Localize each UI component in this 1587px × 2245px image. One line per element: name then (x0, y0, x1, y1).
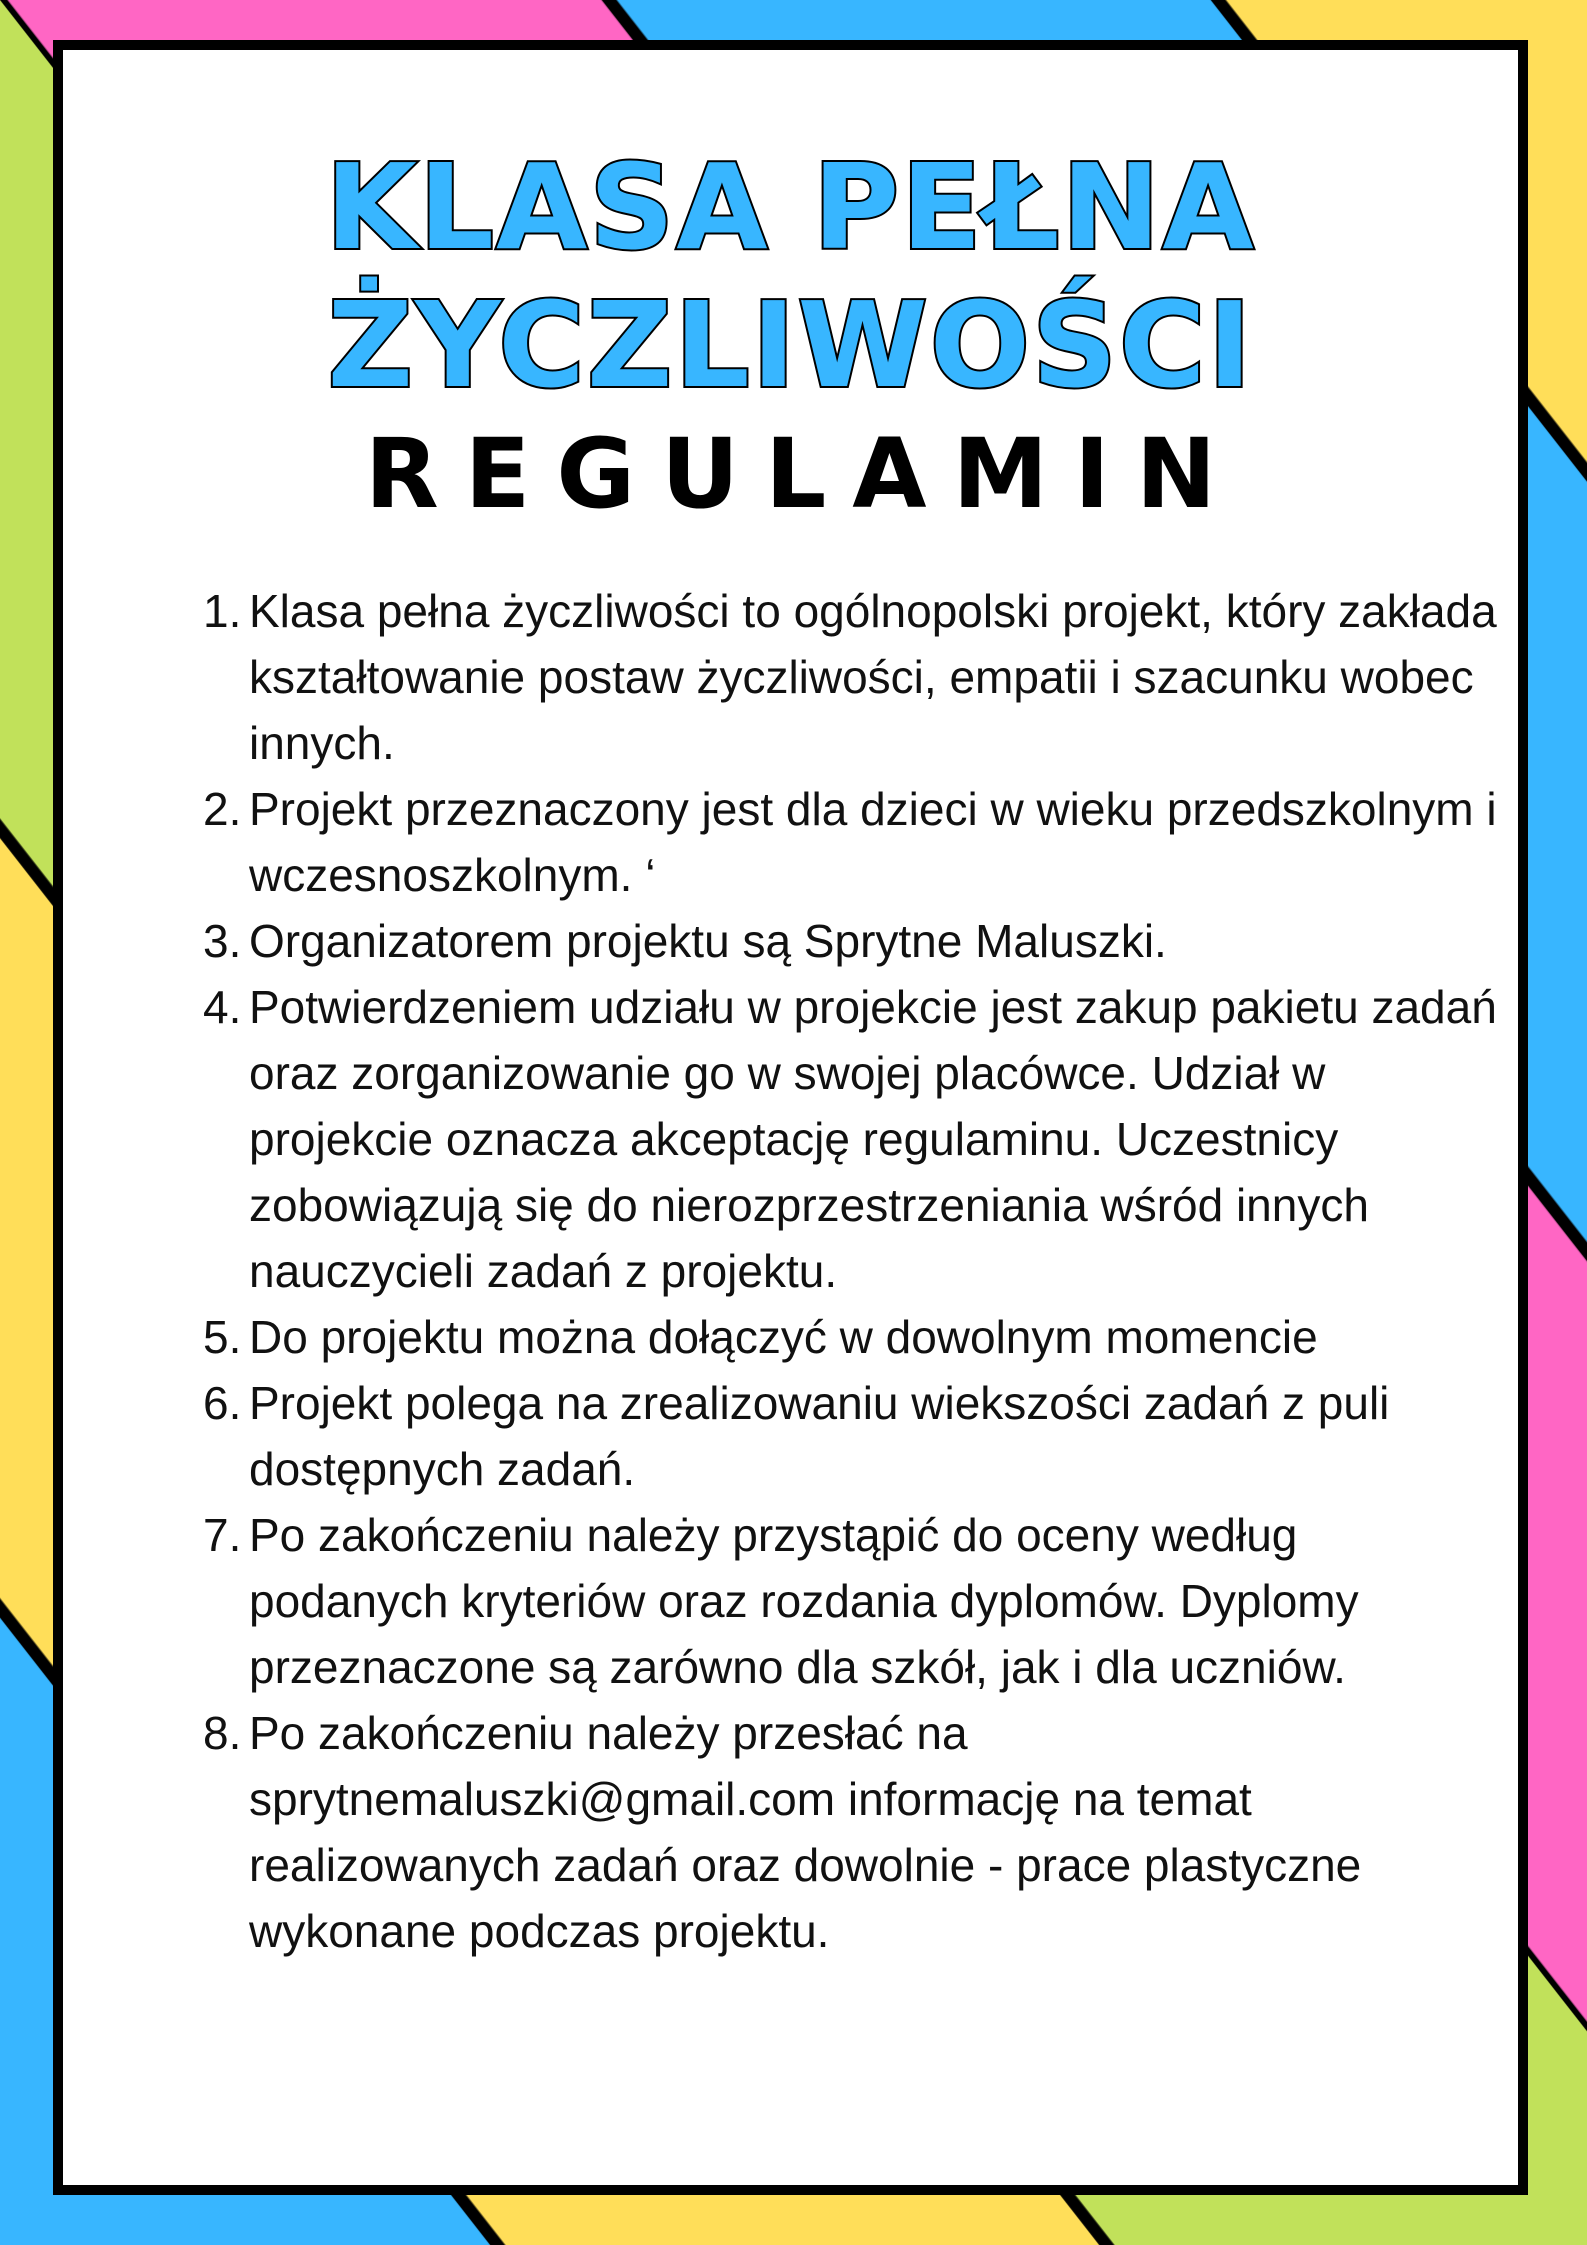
rule-text: Po zakończeniu należy przystąpić do oceny według podanych kryteriów oraz rozdania dyplomów. Dyplomy przeznaczone są zarówno dla szkół, jak i dla uczniów. (249, 1509, 1359, 1693)
rule-number: 8. (203, 1707, 242, 1759)
rules-card (53, 40, 1528, 2195)
rule-number: 1. (203, 585, 242, 637)
rule-item (203, 1502, 1503, 1700)
rule-item (203, 776, 1503, 908)
rule-number: 2. (203, 783, 242, 835)
page-title (63, 138, 1518, 414)
rule-text: Projekt przeznaczony jest dla dzieci w wieku przedszkolnym i wczesnoszkolnym. ‘ (249, 783, 1497, 901)
rule-item (203, 974, 1503, 1304)
rule-number: 6. (203, 1377, 242, 1429)
rule-item (203, 1304, 1503, 1370)
rule-text: Do projektu można dołączyć w dowolnym momencie (249, 1311, 1318, 1363)
subtitle-regulamin: REGULAMIN (364, 418, 1243, 530)
title-line-2: ŻYCZLIWOŚCI (327, 276, 1254, 414)
rule-text: Po zakończeniu należy przesłać na sprytnemaluszki@gmail.com informację na temat realizowanych zadań oraz dowolnie - prace plastyczne wykonane podczas projektu. (249, 1707, 1362, 1957)
rule-number: 7. (203, 1509, 242, 1561)
title-line-1: KLASA PEŁNA (325, 138, 1256, 276)
rule-item (203, 1700, 1503, 1964)
rule-text: Organizatorem projektu są Sprytne Maluszki. (249, 915, 1167, 967)
rule-text: Potwierdzeniem udziału w projekcie jest zakup pakietu zadań oraz zorganizowanie go w swojej placówce. Udział w projekcie oznacza akceptację regulaminu. Uczestnicy zobowiązują się do nierozprzestrzeniania wśród innych nauczycieli zadań z projektu. (249, 981, 1497, 1297)
rule-number: 5. (203, 1311, 242, 1363)
rule-item (203, 1370, 1503, 1502)
rules-list (203, 578, 1503, 1964)
rule-number: 3. (203, 915, 242, 967)
rule-text: Projekt polega na zrealizowaniu wiekszości zadań z puli dostępnych zadań. (249, 1377, 1390, 1495)
rule-text: Klasa pełna życzliwości to ogólnopolski projekt, który zakłada kształtowanie postaw życzliwości, empatii i szacunku wobec innych. (249, 585, 1497, 769)
rule-item (203, 578, 1503, 776)
rule-number: 4. (203, 981, 242, 1033)
rule-item (203, 908, 1503, 974)
